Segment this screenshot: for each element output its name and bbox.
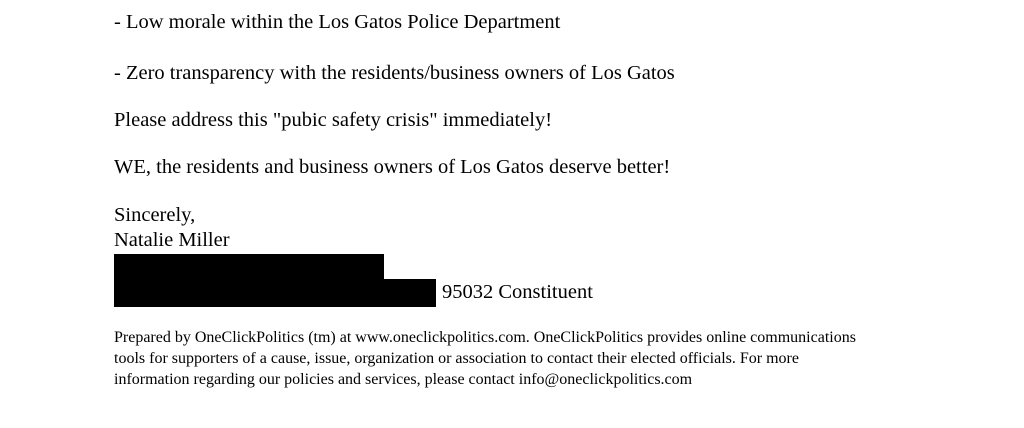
redaction-block-upper [114,254,384,281]
footer-line: Prepared by OneClickPolitics (tm) at www.oneclickpolitics.com. OneClickPolitics provides online communications [114,329,856,346]
footer-line: tools for supporters of a cause, issue, organization or association to contact their elected officials. For more [114,350,799,367]
footer-disclaimer [114,327,974,390]
bullet-zero-transparency: - Zero transparency with the residents/business owners of Los Gatos [114,62,675,84]
closing-salutation: Sincerely, [114,204,196,226]
footer-line: information regarding our policies and services, please contact info@oneclickpolitics.com [114,371,693,388]
constituent-label: 95032 Constituent [442,281,593,303]
statement-paragraph: WE, the residents and business owners of Los Gatos deserve better! [114,156,671,178]
request-paragraph: Please address this "pubic safety crisis" immediately! [114,109,553,131]
redaction-block-lower [114,279,436,307]
bullet-low-morale: - Low morale within the Los Gatos Police Department [114,11,561,33]
signer-name: Natalie Miller [114,229,230,251]
